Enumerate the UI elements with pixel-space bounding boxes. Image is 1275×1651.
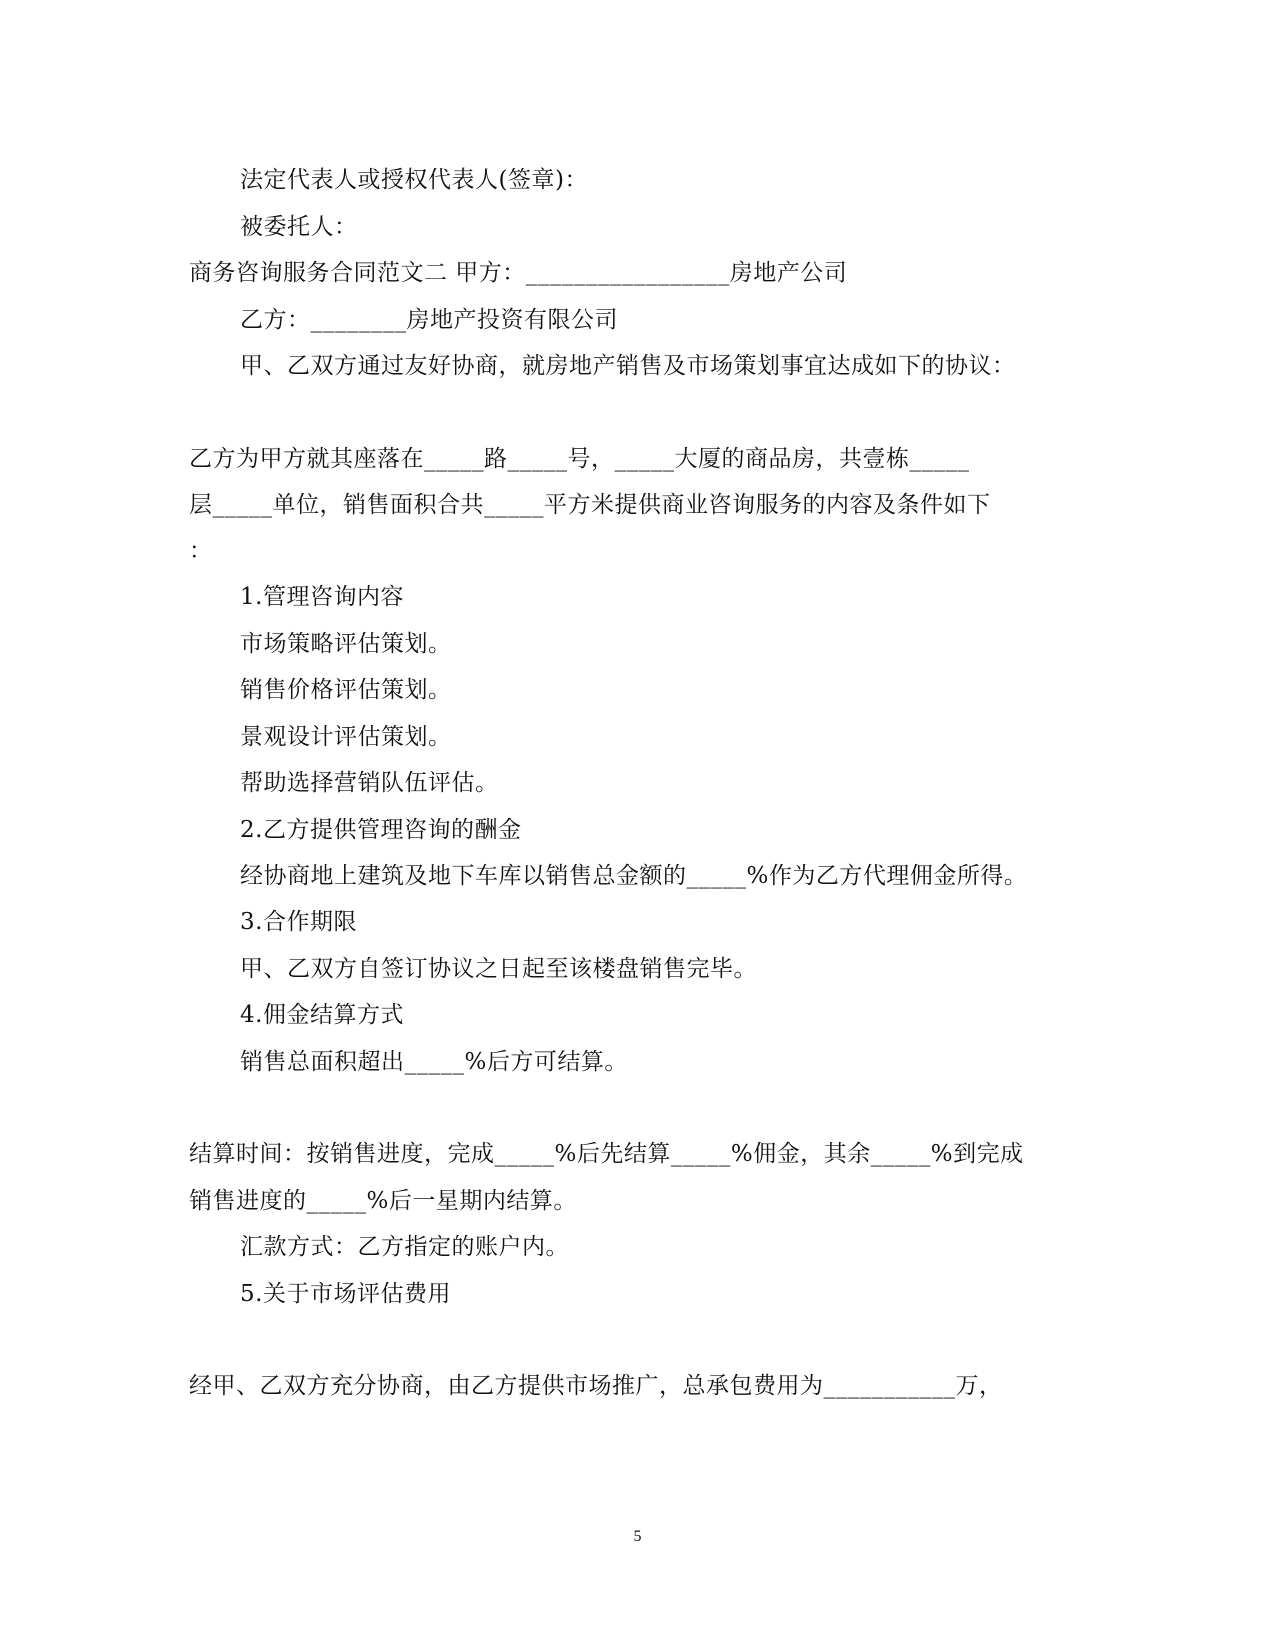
section-5-body: 经甲、乙双方充分协商，由乙方提供市场推广，总承包费用为___________万， <box>189 1373 1003 1399</box>
section-4-body: 销售总面积超出_____%后方可结算。 <box>240 1049 628 1075</box>
section-1-item-2: 销售价格评估策划。 <box>240 677 452 703</box>
section-3-body: 甲、乙双方自签订协议之日起至该楼盘销售完毕。 <box>240 956 757 982</box>
property-description-line-1: 乙方为甲方就其座落在_____路_____号，_____大厦的商品房，共壹栋_____ <box>189 446 970 472</box>
section-1-heading: 1.管理咨询内容 <box>240 584 404 610</box>
party-b-line: 乙方：________房地产投资有限公司 <box>240 307 618 333</box>
section-4-heading: 4.佣金结算方式 <box>240 1002 404 1028</box>
section-3-heading: 3.合作期限 <box>240 909 357 935</box>
section-1-item-3: 景观设计评估策划。 <box>240 724 452 750</box>
settlement-time-line-1: 结算时间：按销售进度，完成_____%后先结算_____%佣金，其余_____%到完成 <box>189 1141 1024 1167</box>
section-5-heading: 5.关于市场评估费用 <box>240 1281 451 1307</box>
section-2-body: 经协商地上建筑及地下车库以销售总金额的_____%作为乙方代理佣金所得。 <box>240 863 1028 889</box>
section-1-item-4: 帮助选择营销队伍评估。 <box>240 770 499 796</box>
signature-line: 法定代表人或授权代表人(签章)： <box>240 167 588 193</box>
remittance-method: 汇款方式：乙方指定的账户内。 <box>240 1234 569 1260</box>
contract-title-party-a: 商务咨询服务合同范文二 甲方：_________________房地产公司 <box>189 260 848 286</box>
entrusted-person-line: 被委托人： <box>240 214 358 240</box>
settlement-time-line-2: 销售进度的_____%后一星期内结算。 <box>189 1188 577 1214</box>
section-1-item-1: 市场策略评估策划。 <box>240 631 452 657</box>
property-description-line-2: 层_____单位，销售面积合共_____平方米提供商业咨询服务的内容及条件如下 <box>189 492 991 518</box>
page-number: 5 <box>633 1528 642 1545</box>
property-description-line-3: ： <box>189 538 213 564</box>
agreement-intro: 甲、乙双方通过友好协商，就房地产销售及市场策划事宜达成如下的协议： <box>240 353 1016 379</box>
section-2-heading: 2.乙方提供管理咨询的酬金 <box>240 817 522 843</box>
